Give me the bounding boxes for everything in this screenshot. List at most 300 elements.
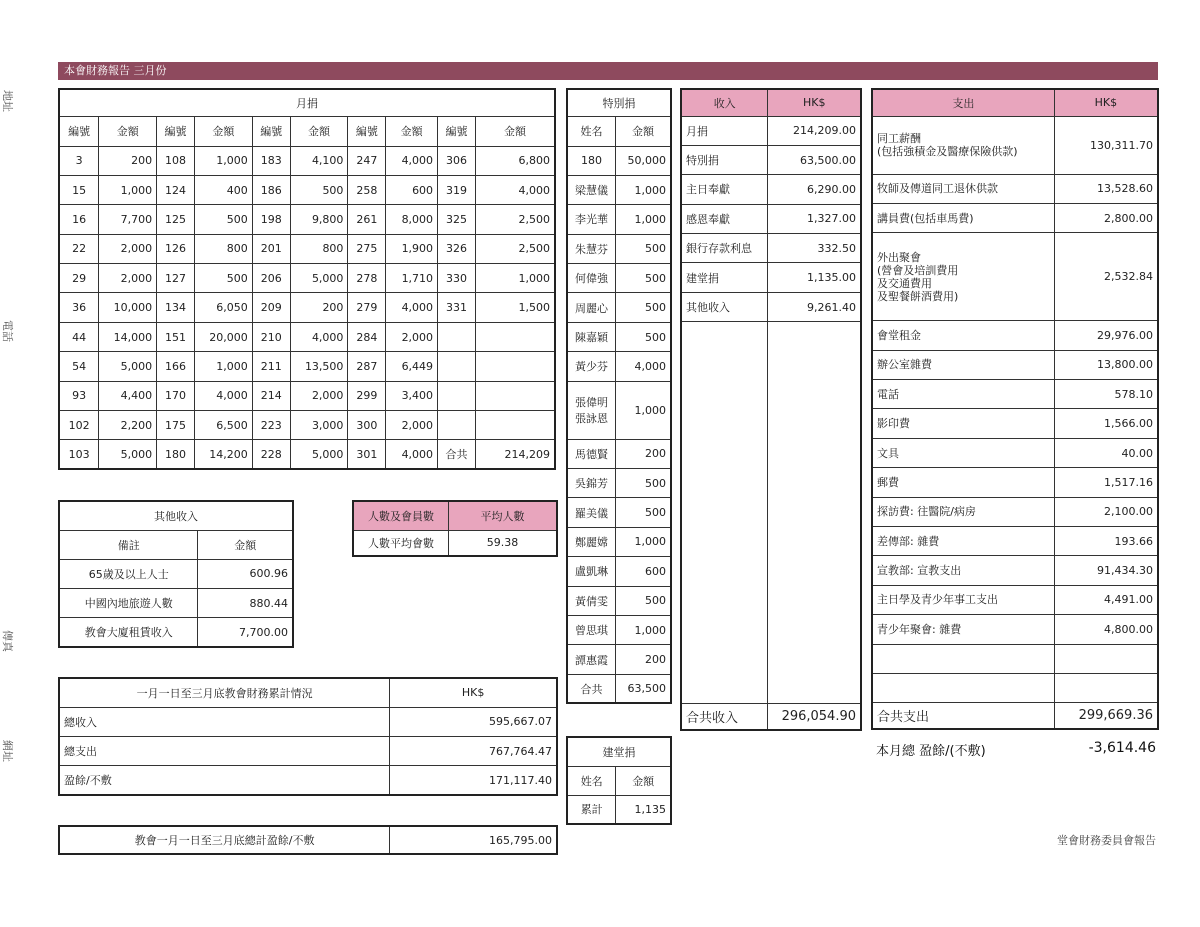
monthly-id-cell: 16 [59,205,99,234]
monthly-amount-cell: 600 [386,175,438,204]
special-row [567,498,671,527]
monthly-id-cell: 54 [59,352,99,381]
expense-amount-cell: 4,491.00 [1054,585,1158,614]
special-amount-cell: 200 [616,645,671,674]
cumulative-total-value: 165,795.00 [390,826,557,854]
income-total-label: 合共收入 [681,704,768,730]
surplus-label: 本月總 盈餘/(不敷) [876,744,986,759]
monthly-amount-cell: 4,100 [290,146,348,175]
monthly-id-cell: 15 [59,175,99,204]
expense-label-cell: 講員費(包括車馬費) [872,203,1054,232]
monthly-id-cell: 126 [157,234,195,263]
monthly-id-cell: 261 [348,205,386,234]
summary-amount-cell: 767,764.47 [390,736,557,765]
monthly-amount-cell [475,352,555,381]
expense-row [872,585,1158,614]
monthly-amount-cell: 500 [194,205,252,234]
monthly-amount-cell: 1,000 [194,146,252,175]
income-label-cell: 月捐 [681,116,768,145]
special-row [567,469,671,498]
expense-label-cell: 主日學及青少年事工支出 [872,585,1054,614]
monthly-id-cell: 170 [157,381,195,410]
special-donations-table [566,88,672,704]
summary-label-cell: 總支出 [59,736,390,765]
special-name-cell: 梁慧儀 [567,175,616,204]
monthly-amount-cell: 2,000 [290,381,348,410]
special-amount-cell: 50,000 [616,146,671,175]
other-income-note-cell: 65歲及以上人士 [59,559,198,588]
special-name-cell: 180 [567,146,616,175]
income-label-cell: 建堂捐 [681,263,768,292]
expense-row [872,233,1158,321]
special-col-amount: 金額 [616,116,671,146]
special-row [567,146,671,175]
monthly-row [59,146,555,175]
expense-label-cell: 探訪費: 往醫院/病房 [872,497,1054,526]
expense-label-cell: 宣教部: 宣教支出 [872,556,1054,585]
monthly-col-id: 編號 [438,116,476,146]
monthly-amount-cell: 3,000 [290,411,348,440]
special-name-cell: 周麗心 [567,293,616,322]
special-amount-cell: 500 [616,264,671,293]
side-text-phone: 電話 [1,320,14,342]
monthly-id-cell: 198 [252,205,290,234]
income-row [681,263,861,292]
monthly-row [59,322,555,351]
expense-label-cell: 青少年聚會: 雜費 [872,615,1054,644]
special-row [567,264,671,293]
monthly-donations-table [58,88,556,470]
monthly-amount-cell: 4,000 [475,175,555,204]
monthly-col-amount: 金額 [194,116,252,146]
monthly-id-cell: 36 [59,293,99,322]
monthly-id-cell: 124 [157,175,195,204]
building-title: 建堂捐 [567,737,671,766]
monthly-amount-cell: 1,000 [194,352,252,381]
special-title: 特別捐 [567,89,671,116]
special-row [567,293,671,322]
monthly-id-cell [438,381,476,410]
income-total-value: 296,054.90 [768,704,861,730]
special-amount-cell: 500 [616,293,671,322]
summary-row [59,736,557,765]
expense-row [872,174,1158,203]
summary-label-cell: 盈餘/不敷 [59,766,390,795]
income-amount-cell: 214,209.00 [768,116,861,145]
monthly-id-cell: 275 [348,234,386,263]
expense-label-cell [872,673,1054,702]
special-name-cell: 黃倩雯 [567,586,616,615]
income-row [681,234,861,263]
monthly-amount-cell: 5,000 [290,264,348,293]
surplus-value: -3,614.46 [1088,740,1156,756]
expense-amount-cell: 13,528.60 [1054,174,1158,203]
monthly-row [59,352,555,381]
monthly-id-cell: 206 [252,264,290,293]
monthly-id-cell: 125 [157,205,195,234]
monthly-amount-cell: 2,000 [99,264,157,293]
special-name-cell: 陳嘉穎 [567,322,616,351]
special-amount-cell: 1,000 [616,381,671,439]
expense-row [872,527,1158,556]
income-row [681,145,861,174]
monthly-amount-cell: 5,000 [99,352,157,381]
monthly-amount-cell: 4,000 [386,440,438,469]
side-contact-strip [1,90,40,850]
monthly-amount-cell: 13,500 [290,352,348,381]
monthly-id-cell: 247 [348,146,386,175]
footer-note: 堂會財務委員會報告 [1057,834,1156,847]
expense-amount-cell: 13,800.00 [1054,350,1158,379]
expense-amount-cell: 1,517.16 [1054,468,1158,497]
income-row [681,292,861,321]
monthly-amount-cell [475,322,555,351]
cumulative-summary-table [58,677,558,796]
summary-amount-cell: 171,117.40 [390,766,557,795]
expense-total-value: 299,669.36 [1054,703,1158,729]
expense-label-cell: 影印費 [872,409,1054,438]
special-name-cell: 張偉明 張詠恩 [567,381,616,439]
monthly-amount-cell: 2,000 [99,234,157,263]
expense-label-cell: 郵費 [872,468,1054,497]
income-label-cell: 其他收入 [681,292,768,321]
monthly-col-id: 編號 [59,116,99,146]
expense-row [872,438,1158,467]
other-income-amount-cell: 880.44 [198,588,293,617]
special-amount-cell: 1,000 [616,527,671,556]
expense-label-cell: 外出聚會 (營會及培訓費用 及交通費用 及聖餐餅酒費用) [872,233,1054,321]
monthly-amount-cell: 5,000 [290,440,348,469]
monthly-amount-cell: 5,000 [99,440,157,469]
special-col-name: 姓名 [567,116,616,146]
expense-amount-cell: 29,976.00 [1054,321,1158,350]
monthly-id-cell: 134 [157,293,195,322]
monthly-id-cell: 228 [252,440,290,469]
special-amount-cell: 500 [616,498,671,527]
monthly-amount-cell: 2,500 [475,234,555,263]
monthly-id-cell: 211 [252,352,290,381]
monthly-id-cell [438,352,476,381]
monthly-id-cell: 330 [438,264,476,293]
monthly-id-cell: 301 [348,440,386,469]
monthly-id-cell: 108 [157,146,195,175]
expense-label-cell: 辦公室雜費 [872,350,1054,379]
monthly-row [59,175,555,204]
income-amount-cell: 1,135.00 [768,263,861,292]
monthly-amount-cell: 6,449 [386,352,438,381]
monthly-amount-cell: 6,050 [194,293,252,322]
summary-row [59,766,557,795]
monthly-id-cell [438,411,476,440]
monthly-amount-cell: 500 [290,175,348,204]
monthly-row [59,411,555,440]
expense-amount-cell: 2,800.00 [1054,203,1158,232]
expense-label-cell: 同工薪酬 (包括強積金及醫療保險供款) [872,116,1054,174]
special-amount-cell: 500 [616,469,671,498]
cumulative-total-label: 教會一月一日至三月底總計盈餘/不敷 [59,826,390,854]
other-income-amount-cell: 7,700.00 [198,618,293,647]
monthly-id-cell: 306 [438,146,476,175]
monthly-id-cell: 319 [438,175,476,204]
monthly-row [59,205,555,234]
expense-row [872,644,1158,673]
special-amount-cell: 4,000 [616,352,671,381]
monthly-amount-cell: 200 [290,293,348,322]
monthly-id-cell: 166 [157,352,195,381]
special-amount-cell: 600 [616,557,671,586]
other-income-col-note: 備註 [59,530,198,559]
expense-row [872,468,1158,497]
monthly-amount-cell: 4,000 [386,293,438,322]
other-income-col-amount: 金額 [198,530,293,559]
income-amount-cell: 9,261.40 [768,292,861,321]
monthly-id-cell: 22 [59,234,99,263]
monthly-id-cell: 299 [348,381,386,410]
monthly-amount-cell: 1,000 [475,264,555,293]
monthly-amount-cell: 7,700 [99,205,157,234]
summary-title: 一月一日至三月底教會財務累計情況 [59,678,390,707]
summary-row [59,707,557,736]
monthly-amount-cell: 500 [194,264,252,293]
income-header-label: 收入 [681,89,768,116]
expense-row [872,380,1158,409]
income-amount-cell: 6,290.00 [768,175,861,204]
side-text-fax: 傳真 [1,630,14,652]
income-header-amount: HK$ [768,89,861,116]
monthly-amount-cell: 6,800 [475,146,555,175]
special-row [567,381,671,439]
expense-table [871,88,1159,730]
monthly-id-cell: 175 [157,411,195,440]
expense-header-label: 支出 [872,89,1054,116]
summary-col-amount: HK$ [390,678,557,707]
monthly-col-id: 編號 [157,116,195,146]
other-income-row [59,588,293,617]
expense-amount-cell: 1,566.00 [1054,409,1158,438]
income-row [681,175,861,204]
attendance-row-label: 人數平均會數 [353,530,448,556]
special-amount-cell: 1,000 [616,205,671,234]
attendance-col-b: 平均人數 [448,501,557,530]
monthly-amount-cell: 14,200 [194,440,252,469]
monthly-id-cell: 29 [59,264,99,293]
monthly-amount-cell: 20,000 [194,322,252,351]
attendance-col-a: 人數及會員數 [353,501,448,530]
monthly-amount-cell: 400 [194,175,252,204]
special-row [567,439,671,468]
expense-header-amount: HK$ [1054,89,1158,116]
expense-row [872,116,1158,174]
other-income-title: 其他收入 [59,501,293,530]
income-amount-cell: 332.50 [768,234,861,263]
special-amount-cell: 500 [616,234,671,263]
expense-total-label: 合共支出 [872,703,1054,729]
monthly-id-cell: 201 [252,234,290,263]
income-table [680,88,862,731]
monthly-amount-cell: 8,000 [386,205,438,234]
monthly-id-cell: 223 [252,411,290,440]
monthly-amount-cell: 1,500 [475,293,555,322]
monthly-row [59,264,555,293]
monthly-id-cell [438,322,476,351]
expense-label-cell [872,644,1054,673]
side-text-website: 網址 [1,740,14,762]
monthly-header-row [59,116,555,146]
other-income-amount-cell: 600.96 [198,559,293,588]
special-row [567,557,671,586]
special-total-label: 合共 [567,674,616,703]
monthly-amount-cell: 4,000 [194,381,252,410]
monthly-amount-cell: 3,400 [386,381,438,410]
special-name-cell: 鄭麗嫦 [567,527,616,556]
monthly-amount-cell: 2,500 [475,205,555,234]
monthly-amount-cell: 9,800 [290,205,348,234]
monthly-id-cell: 326 [438,234,476,263]
monthly-amount-cell: 1,900 [386,234,438,263]
monthly-amount-cell: 800 [194,234,252,263]
special-row [567,234,671,263]
expense-amount-cell: 130,311.70 [1054,116,1158,174]
monthly-id-cell: 3 [59,146,99,175]
special-row [567,615,671,644]
income-row [681,116,861,145]
special-name-cell: 李光華 [567,205,616,234]
monthly-amount-cell: 1,000 [99,175,157,204]
monthly-row [59,293,555,322]
expense-row [872,673,1158,702]
other-income-note-cell: 中國內地旅遊人數 [59,588,198,617]
special-name-cell: 譚惠霞 [567,645,616,674]
special-name-cell: 曾思琪 [567,615,616,644]
monthly-col-amount: 金額 [290,116,348,146]
special-row [567,352,671,381]
expense-row [872,556,1158,585]
attendance-table [352,500,558,557]
expense-label-cell: 牧師及傳道同工退休供款 [872,174,1054,203]
special-name-cell: 何偉強 [567,264,616,293]
monthly-id-cell: 186 [252,175,290,204]
expense-amount-cell: 2,532.84 [1054,233,1158,321]
monthly-id-cell: 331 [438,293,476,322]
special-row [567,645,671,674]
attendance-row-value: 59.38 [448,530,557,556]
income-label-cell: 銀行存款利息 [681,234,768,263]
building-row-amount: 1,135 [616,795,671,824]
monthly-id-cell: 183 [252,146,290,175]
income-label-cell: 感恩奉獻 [681,204,768,233]
income-blank-area [681,322,861,704]
special-total-value: 63,500 [616,674,671,703]
expense-label-cell: 電話 [872,380,1054,409]
income-row [681,204,861,233]
expense-row [872,615,1158,644]
expense-row [872,497,1158,526]
monthly-amount-cell: 1,710 [386,264,438,293]
monthly-col-amount: 金額 [99,116,157,146]
expense-row [872,321,1158,350]
expense-amount-cell: 91,434.30 [1054,556,1158,585]
report-banner: 本會財務報告 三月份 [58,62,1158,80]
expense-label-cell: 差傳部: 雜費 [872,527,1054,556]
special-amount-cell: 500 [616,586,671,615]
expense-row [872,203,1158,232]
expense-label-cell: 文具 [872,438,1054,467]
monthly-id-cell: 209 [252,293,290,322]
special-name-cell: 黃少芬 [567,352,616,381]
other-income-row [59,618,293,647]
building-col-name: 姓名 [567,766,616,795]
monthly-id-cell: 214 [252,381,290,410]
expense-amount-cell [1054,673,1158,702]
side-text-address: 地址 [1,90,14,112]
monthly-id-cell: 180 [157,440,195,469]
monthly-amount-cell [475,411,555,440]
monthly-col-amount: 金額 [386,116,438,146]
special-amount-cell: 500 [616,322,671,351]
special-name-cell: 朱慧芬 [567,234,616,263]
income-amount-cell: 1,327.00 [768,204,861,233]
monthly-amount-cell: 10,000 [99,293,157,322]
monthly-id-cell: 93 [59,381,99,410]
income-amount-cell: 63,500.00 [768,145,861,174]
income-label-cell: 主日奉獻 [681,175,768,204]
expense-amount-cell: 40.00 [1054,438,1158,467]
summary-label-cell: 總收入 [59,707,390,736]
special-row [567,175,671,204]
monthly-id-cell: 287 [348,352,386,381]
monthly-amount-cell: 14,000 [99,322,157,351]
expense-amount-cell: 4,800.00 [1054,615,1158,644]
monthly-id-cell: 151 [157,322,195,351]
monthly-row [59,381,555,410]
special-amount-cell: 1,000 [616,175,671,204]
monthly-amount-cell: 6,500 [194,411,252,440]
monthly-id-cell: 278 [348,264,386,293]
special-amount-cell: 200 [616,439,671,468]
monthly-id-cell: 44 [59,322,99,351]
expense-amount-cell: 2,100.00 [1054,497,1158,526]
monthly-id-cell: 258 [348,175,386,204]
monthly-id-cell: 210 [252,322,290,351]
monthly-id-cell: 284 [348,322,386,351]
monthly-id-cell: 325 [438,205,476,234]
special-row [567,322,671,351]
expense-amount-cell: 578.10 [1054,380,1158,409]
special-row [567,586,671,615]
monthly-amount-cell: 200 [99,146,157,175]
expense-amount-cell: 193.66 [1054,527,1158,556]
special-name-cell: 吳錦芳 [567,469,616,498]
building-fund-table [566,736,672,825]
monthly-amount-cell: 4,400 [99,381,157,410]
monthly-amount-cell: 2,200 [99,411,157,440]
monthly-id-cell: 合共 [438,440,476,469]
monthly-amount-cell [475,381,555,410]
monthly-id-cell: 300 [348,411,386,440]
monthly-amount-cell: 4,000 [386,146,438,175]
summary-amount-cell: 595,667.07 [390,707,557,736]
monthly-title: 月捐 [59,89,555,116]
monthly-row [59,440,555,469]
building-col-amount: 金額 [616,766,671,795]
monthly-amount-cell: 214,209 [475,440,555,469]
other-income-note-cell: 教會大廈租賃收入 [59,618,198,647]
monthly-amount-cell: 2,000 [386,322,438,351]
special-amount-cell: 1,000 [616,615,671,644]
special-row [567,527,671,556]
special-name-cell: 馬德賢 [567,439,616,468]
building-row-name: 累計 [567,795,616,824]
